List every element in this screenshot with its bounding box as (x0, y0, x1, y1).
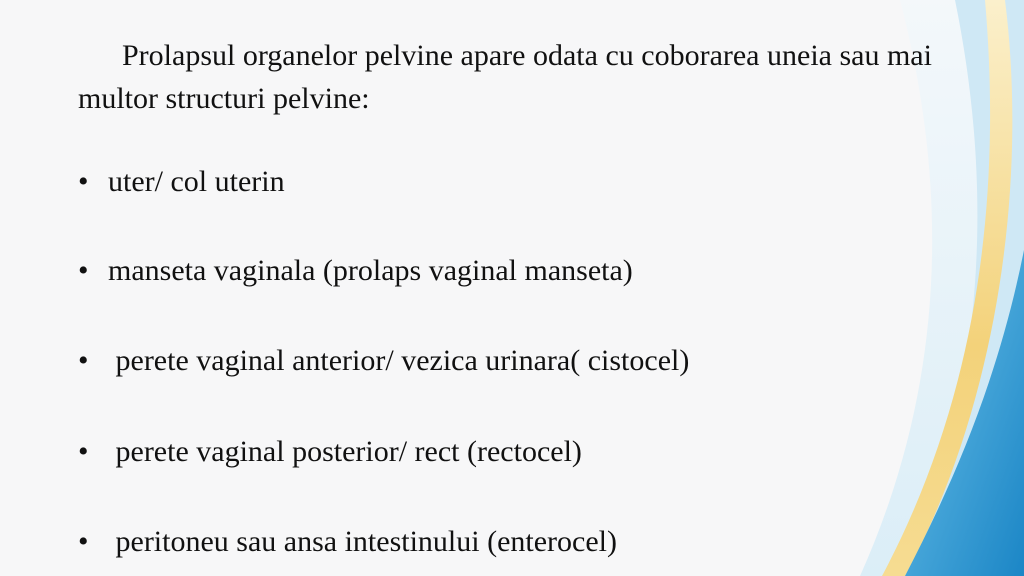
list-item-label: peritoneu sau ansa intestinului (enterocel) (108, 525, 617, 558)
list-item-label: uter/ col uterin (108, 165, 285, 198)
intro-text: Prolapsul organelor pelvine apare odata cu coborarea uneia sau mai multor structuri pelvine: (78, 39, 932, 115)
list-item (78, 253, 633, 289)
list-item (78, 164, 285, 200)
bullet-icon: • (78, 525, 89, 558)
list-item-label: perete vaginal anterior/ vezica urinara( cistocel) (108, 344, 690, 377)
bullet-icon: • (78, 344, 89, 377)
list-item (78, 343, 689, 379)
intro-paragraph (78, 34, 958, 120)
bullet-icon: • (78, 254, 89, 287)
list-item-label: manseta vaginala (prolaps vaginal manseta) (108, 254, 633, 287)
list-item (78, 434, 582, 470)
bullet-icon: • (78, 435, 89, 468)
list-item-label: perete vaginal posterior/ rect (rectocel) (108, 435, 582, 468)
list-item (78, 524, 617, 560)
bullet-icon: • (78, 165, 89, 198)
